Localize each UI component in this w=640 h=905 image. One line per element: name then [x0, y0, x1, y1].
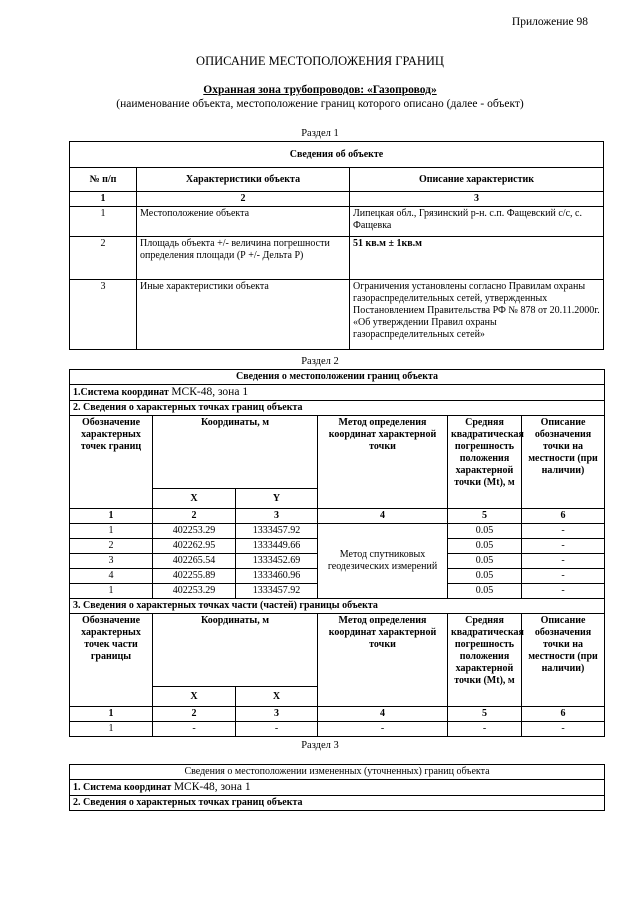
- column-number: 1: [70, 509, 153, 524]
- object-name: Охранная зона трубопроводов: «Газопровод»: [203, 84, 437, 96]
- part-point-number: 1: [70, 722, 153, 737]
- characteristic-name: Иные характеристики объекта: [137, 280, 350, 350]
- characteristic-value: Ограничения установлены согласно Правилам охраны газораспределительных сетей, утвержденных Постановлением Правительства РФ № 878 от 20.11.2000г. «Об утверждении Правил охраны газораспределительных сетей»: [350, 280, 604, 350]
- point-description: -: [522, 539, 605, 554]
- part-point-x: -: [153, 722, 236, 737]
- point-number: 1: [70, 524, 153, 539]
- part-points-heading: 3. Сведения о характерных точках части (частей) границы объекта: [70, 599, 605, 614]
- part-point-method: -: [318, 722, 448, 737]
- point-description: -: [522, 569, 605, 584]
- table-row: [70, 524, 605, 539]
- column-number: 1: [70, 707, 153, 722]
- document-title: ОПИСАНИЕ МЕСТОПОЛОЖЕНИЯ ГРАНИЦ: [196, 54, 444, 68]
- point-x: 402262.95: [153, 539, 236, 554]
- column-number: 5: [448, 707, 522, 722]
- points-heading: 2. Сведения о характерных точках границ объекта: [70, 401, 605, 416]
- table-row: [70, 237, 604, 280]
- table-row: [70, 207, 604, 237]
- point-description: -: [522, 554, 605, 569]
- part-point-description: -: [522, 722, 605, 737]
- column-header-error: Средняя квадратическая погрешность положения характерной точки (Mt), м: [448, 614, 522, 707]
- point-error: 0.05: [448, 569, 522, 584]
- section1-table: [69, 141, 604, 350]
- column-header-method: Метод определения координат характерной точки: [318, 614, 448, 707]
- characteristic-value: Липецкая обл., Грязинский р-н. с.п. Фащевский с/с, с. Фащевка: [350, 207, 604, 237]
- column-header-designation: Обозначение характерных точек границ: [70, 416, 153, 509]
- coordinate-system: [70, 780, 605, 796]
- column-number: 3: [236, 707, 318, 722]
- table-row: [70, 722, 605, 737]
- point-number: 1: [70, 584, 153, 599]
- section2-heading: Сведения о местоположении границ объекта: [70, 370, 605, 385]
- column-number: 4: [318, 707, 448, 722]
- point-error: 0.05: [448, 554, 522, 569]
- appendix-number: Приложение 98: [511, 16, 588, 28]
- section2-table: [69, 369, 605, 737]
- part-point-y: -: [236, 722, 318, 737]
- column-number: 2: [153, 707, 236, 722]
- measurement-method: Метод спутниковых геодезических измерений: [318, 524, 448, 599]
- point-error: 0.05: [448, 524, 522, 539]
- part-point-error: -: [448, 722, 522, 737]
- point-y: 1333460.96: [236, 569, 318, 584]
- point-y: 1333452.69: [236, 554, 318, 569]
- column-number: 2: [153, 509, 236, 524]
- column-header-coordinates: Координаты, м: [153, 416, 318, 489]
- point-description: -: [522, 524, 605, 539]
- column-number: 2: [137, 192, 350, 207]
- table-row: [70, 280, 604, 350]
- point-y: 1333457.92: [236, 584, 318, 599]
- column-header-part-designation: Обозначение характерных точек части границы: [70, 614, 153, 707]
- point-y: 1333449.66: [236, 539, 318, 554]
- column-number: 5: [448, 509, 522, 524]
- points-heading: 2. Сведения о характерных точках границ объекта: [70, 796, 605, 811]
- point-number: 3: [70, 554, 153, 569]
- point-x: 402253.29: [153, 524, 236, 539]
- column-header-x: X: [153, 489, 236, 509]
- point-x: 402255.89: [153, 569, 236, 584]
- column-header-y: Y: [236, 489, 318, 509]
- coordinate-system-label: 1.Система координат: [73, 387, 169, 398]
- point-number: 2: [70, 539, 153, 554]
- column-number: 1: [70, 192, 137, 207]
- column-header-description: Описание характеристик: [350, 168, 604, 192]
- column-number: 4: [318, 509, 448, 524]
- column-header-coordinates: Координаты, м: [153, 614, 318, 687]
- row-number: 1: [70, 207, 137, 237]
- point-error: 0.05: [448, 584, 522, 599]
- coordinate-system-value: МСК-48, зона 1: [173, 781, 251, 793]
- coordinate-system-value: МСК-48, зона 1: [171, 386, 249, 398]
- point-x: 402253.29: [153, 584, 236, 599]
- point-error: 0.05: [448, 539, 522, 554]
- characteristic-name: Площадь объекта +/- величина погрешности определения площади (Р +/- Дельта Р): [137, 237, 350, 280]
- coordinate-system: [70, 385, 605, 401]
- column-header-number: № п/п: [70, 168, 137, 192]
- section1-heading: Сведения об объекте: [70, 142, 604, 168]
- column-header-point-description: Описание обозначения точки на местности (при наличии): [522, 416, 605, 509]
- point-description: -: [522, 584, 605, 599]
- row-number: 2: [70, 237, 137, 280]
- coordinate-system-label: 1. Система координат: [73, 782, 172, 793]
- point-number: 4: [70, 569, 153, 584]
- column-number: 6: [522, 509, 605, 524]
- column-header-characteristic: Характеристики объекта: [137, 168, 350, 192]
- section3-table: [69, 764, 605, 811]
- column-number: 6: [522, 707, 605, 722]
- characteristic-name: Местоположение объекта: [137, 207, 350, 237]
- section3-label: Раздел 3: [301, 740, 339, 751]
- column-header-point-description: Описание обозначения точки на местности (при наличии): [522, 614, 605, 707]
- object-description: (наименование объекта, местоположение границ которого описано (далее - объект): [116, 98, 524, 110]
- column-header-x: X: [153, 687, 236, 707]
- column-header-method: Метод определения координат характерной точки: [318, 416, 448, 509]
- section2-label: Раздел 2: [301, 356, 339, 367]
- row-number: 3: [70, 280, 137, 350]
- point-y: 1333457.92: [236, 524, 318, 539]
- section3-heading: Сведения о местоположении измененных (уточненных) границ объекта: [70, 765, 605, 780]
- point-x: 402265.54: [153, 554, 236, 569]
- column-number: 3: [236, 509, 318, 524]
- column-header-x-second: X: [236, 687, 318, 707]
- column-header-error: Средняя квадратическая погрешность положения характерной точки (Mt), м: [448, 416, 522, 509]
- characteristic-value: 51 кв.м ± 1кв.м: [350, 237, 604, 280]
- column-number: 3: [350, 192, 604, 207]
- section1-label: Раздел 1: [301, 128, 339, 139]
